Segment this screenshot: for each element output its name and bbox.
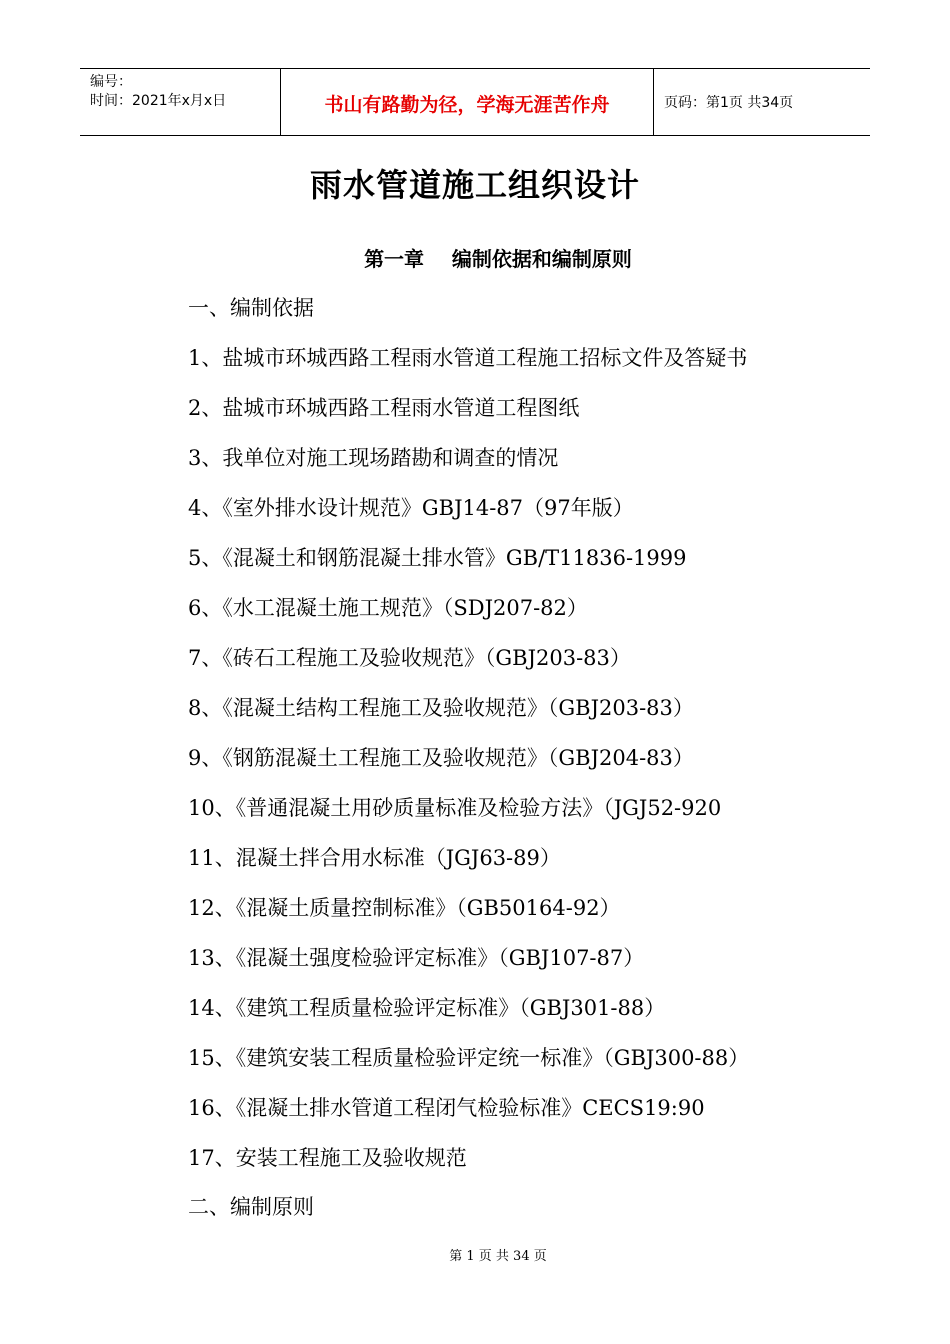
header-page-info: 页码：第1页 共34页 [664, 95, 794, 111]
list-item: 11、混凝土拌合用水标准（JGJ63-89） [188, 846, 561, 870]
section-heading-basis: 一、编制依据 [188, 296, 314, 320]
list-item: 14、《建筑工程质量检验评定标准》（GBJ301-88） [188, 996, 666, 1020]
list-item: 12、《混凝土质量控制标准》（GB50164-92） [188, 896, 621, 920]
list-item: 13、《混凝土强度检验评定标准》（GBJ107-87） [188, 946, 645, 970]
chapter-heading: 第一章 编制依据和编制原则 [364, 247, 632, 271]
list-item: 4、《室外排水设计规范》GBJ14-87（97年版） [188, 496, 634, 520]
list-item: 10、《普通混凝土用砂质量标准及检验方法》（JGJ52-920 [188, 796, 722, 820]
list-item: 1、盐城市环城西路工程雨水管道工程施工招标文件及答疑书 [188, 346, 748, 370]
list-item: 7、《砖石工程施工及验收规范》（GBJ203-83） [188, 646, 631, 670]
list-item: 3、我单位对施工现场踏勘和调查的情况 [188, 446, 559, 470]
page-footer: 第 1 页 共 34 页 [449, 1249, 547, 1264]
list-item: 9、《钢筋混凝土工程施工及验收规范》（GBJ204-83） [188, 746, 694, 770]
page-header [80, 68, 870, 136]
section-heading-principles: 二、编制原则 [188, 1195, 314, 1219]
list-item: 16、《混凝土排水管道工程闭气检验标准》CECS19:90 [188, 1096, 705, 1120]
list-item: 17、安装工程施工及验收规范 [188, 1146, 467, 1170]
list-item: 6、《水工混凝土施工规范》（SDJ207-82） [188, 596, 588, 620]
list-item: 5、《混凝土和钢筋混凝土排水管》GB/T11836-1999 [188, 546, 687, 570]
list-item: 2、盐城市环城西路工程雨水管道工程图纸 [188, 396, 580, 420]
list-item: 8、《混凝土结构工程施工及验收规范》（GBJ203-83） [188, 696, 694, 720]
document-title: 雨水管道施工组织设计 [309, 166, 640, 204]
document-number-label: 编号： [90, 74, 132, 90]
list-item: 15、《建筑安装工程质量检验评定统一标准》（GBJ300-88） [188, 1046, 750, 1070]
header-meta-cell [80, 69, 281, 135]
document-date: 时间：2021年x月x日 [90, 93, 227, 109]
header-motto: 书山有路勤为径，学海无涯苦作舟 [281, 69, 654, 135]
